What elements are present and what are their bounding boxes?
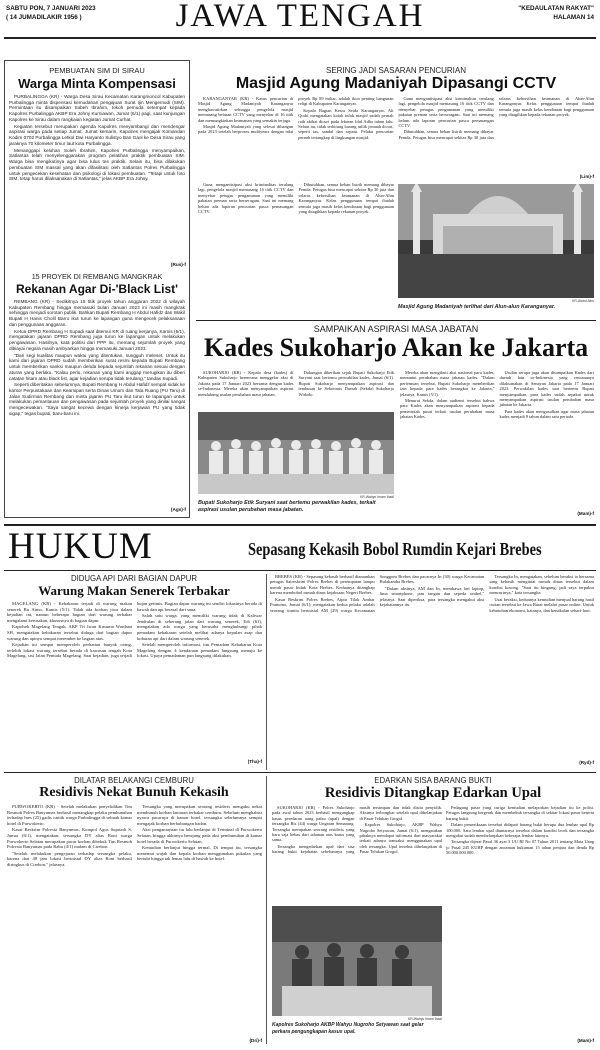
residivis1-end-code: (Dri)-f xyxy=(249,1038,262,1043)
cctv-paragraph: Kepala Bagian Kesra Setda Karanganyar, Ali Qodri mengatakan kotak infak masjid sudah pernah raib akibat dicuri pada lebaran Idul Adha tahun lalu. Selain itu, tidak terhitung barang milik jemaah dicuri, seperti tas, sandal dan sepatu. Pelaku pencurian pernah tertangkap di lingkungan masjid. xyxy=(298,107,394,140)
date-line: SABTU PON, 7 JANUARI 2023 xyxy=(6,5,96,12)
cctv-paragraph: Masjid Agung Madaniyah yang selesai dibangun pada 2023 setelah berproses multiyears dengan nilai proyek Rp 89 miliar, adalah ikon penting bangunan religi di Kabupaten Karanganyar. xyxy=(198,96,394,135)
kades-kicker: SAMPAIKAN ASPIRASI MASA JABATAN xyxy=(313,324,479,334)
residivis1-article-body xyxy=(7,804,262,1038)
cctv-kicker: SERING JADI SASARAN PENCURIAN xyxy=(325,66,467,75)
warung-end-code: (Tha)-f xyxy=(247,759,262,764)
residivis1-paragraph: PURWOKERTO (KR) - Setelah melakukan penyelidikan Tim Resmob Polres Banyumas berhasil menangkap pelaku pembunuhan terhadap Ines (25) gadis cantik warga Purbalingga di sebuah kamar hotel di Purwokerto. xyxy=(7,804,132,826)
kades-photo-caption: Bupati Sukoharjo Etik Suryani saat bertemu perwakilan kades, terkait aspirasi usulan perubahan masa jabatan. xyxy=(198,500,376,514)
cctv-end-code: (Lim)-f xyxy=(579,174,594,179)
warung-paragraph: MAGELANG (KR) - Kebakaran terjadi di warung makan senerek Bu Atmo, Kamis (5/1). Tidak ada korban jiwa dalam kejadian ini, namun beberapa bagian dari warung terbakar mengalami kerusakan, khususnya di bagian dapur. xyxy=(7,601,132,623)
residivis1-headline: Residivis Nekat Bunuh Kekasih xyxy=(39,785,229,800)
kades-article-body-right xyxy=(400,370,594,510)
rumdin-article-body xyxy=(270,574,594,762)
warung-article-body xyxy=(7,601,262,759)
kades-article-body-left xyxy=(198,370,394,410)
hijri-line: ( 14 JUMADILAKIR 1956 ) xyxy=(6,13,82,21)
residivis1-paragraph: Aksi penganiayaan itu lalu berlanjut di Terminal di Purwokerto Selatan, hingga akhirnya berujung pada aksi pembunuhan di kamar hotel berada di Purwokerto Selatan. xyxy=(137,827,262,844)
sim-article-body xyxy=(9,94,185,262)
cctv-paragraph: Dibutuhkan, semua beban listrik memang dibayar Pemda. Petugas bisa mencapai sekitar Rp 30 juta dan selaras kebersihan keamanan di Alun-Alun Karanganyar. Kelas penggunaan tempat ibadah semula juga masih kelas kendaraan bagi penggunaan yang ditagihkan kepada rekanan proyek. xyxy=(298,182,394,214)
sim-headline: Warga Minta Kompensasi xyxy=(18,76,176,91)
sim-kicker: PEMBUATAN SIM DI SIRAU xyxy=(49,66,145,75)
kades-photo xyxy=(198,412,394,494)
sim-paragraph: Kegiatan tersebut merupakan agenda Kapolres menyambangi dan mendengar aspirasi warga pada setiap Jumat. Jumat kemarin, Kapolres mengajak Komandan Kodim 0702 Purbalingga Letkol Dwi Haryanto Sulistyo Ban Gaol ke Desa Sirau yang jaraknya 70 kilometer timur laut kota Purbalingga. xyxy=(9,123,185,146)
upal-paragraph: Dalam pemeriksaan tersebut didapati barang bukti berupa dua lembar upal Rp 100.000. Satu lembar upal diuntarnya tersebut dalam kondisi lecek dan tersangka mengakui sudah membelanjakan beberapa lembar lainnya. xyxy=(446,822,594,838)
hukum-under-rule xyxy=(4,570,596,571)
rumdin-headline: Sepasang Kekasih Bobol Rumdin Kejari Brebes xyxy=(248,539,542,559)
cctv-paragraph: Guna mengantisipasi aksi kriminalitas terulang lagi, pengelola masjid memasang 16 titik CCTV dan menyebar petugas pengamanan yang memiliki pakaian preman serta berseragam. Saat ini memang belum ada laporan pencurian pasca pemasangan CCTV. xyxy=(198,182,294,214)
rumdin-paragraph: BREBES (KR) - Sepasang kekasih berhasil diamankan petugas Satreskrim Polres Brebes di perempatan lampu merah pasar Induk Kota Brebes. Keduanya ditangkap karena membobol rumah dinas kejaksaan Negeri Brebes. xyxy=(270,574,375,596)
kades-photo-credit: KR-Wahyu Imam Ibadi xyxy=(360,495,394,499)
upal-paragraph: Tersangka mengedarkan upal dari sisa barang bukti kejahatan sebelumnya yang masih tersimpan dan tidak disita penyidik. Aksinya terbongkar setelah upal dibelanjakan di Pasar Telukan Grogol. xyxy=(272,805,442,854)
masjid-photo-caption: Masjid Agung Madaniyah terlihat dari Alun-alun Karanganyar. xyxy=(398,304,556,310)
kades-paragraph: Para kades akan mengusulkan agar masa jabatan kades menjadi 9 tahun dalam satu periode. xyxy=(499,408,594,419)
upal-paragraph: SUKOHARJO (KR) - Polres Sukoharjo pada awal tahun 2023 berhasil mengungkap kasus peredaran uang palsu (upal) dengan tersangka Ris (44) warga Ungaran Semarang. Tersangka merupakan seorang residivis yang baru saja bebas dari tahanan atas kasus yang sama. xyxy=(272,805,355,843)
rembang-paragraph: "Dari segi kualitas maupun waktu yang ditentukan, sungguh meleset. Untuk itu kami dari jajaran DPRD sudah memberikan surat resmi kepada Bupati Rembang untuk memberikan sanksi maupun denda kepada sejumlah rekanan sesuai dengan aturan yang berlaku. "Kalau perlu, rekanan yang kami anggap merugikan itu diberi catatan hitam atau black list, agar kejadian serupa tidak terulang," tandas Supadi. xyxy=(9,352,185,381)
masjid-photo-credit: KR-Abdul Alim xyxy=(572,299,594,303)
residivis1-kicker: DILATAR BELAKANGI CEMBURU xyxy=(74,776,194,785)
rembang-paragraph: Seperti diberitakan sebelumnya, Bupati Rembang H Abdul Hafidz sempat sidak ke kantor Perpustakaan dan Kearsipan serta Dinas Umum dan Tata Ruang (PU Taru) di Jalan Sudirman Rembang dan minta jajaran PU Taru ikut turun ke lapangan untuk melakukan pemantauan dan pengawasan pada sejumlah proyek yang dinilai sangat mengecewakan. "Saya sangat kecewa dengan kinerja kerjawan PU yang tidak sigap," tegas bupati, baru-baru ini. xyxy=(9,382,185,416)
upal-photo-credit: KR-Wahyu Imam Ibadi xyxy=(408,1017,442,1021)
sim-end-code: (Rus)-f xyxy=(170,262,186,267)
warung-kicker: DIDUGA API DARI BAGIAN DAPUR xyxy=(70,574,198,583)
kades-top-rule xyxy=(196,320,596,321)
warung-headline: Warung Makan Senerek Terbakar xyxy=(38,583,230,598)
kades-paragraph: Menurut Sekda, dalam audiensi tersebut bahwa para Kades akan menyampaikan aspirasi kepada pemerintah pusat terkait usulan perubahan masa jabatan Kades. xyxy=(400,397,495,419)
police-press-image xyxy=(272,906,442,1016)
lower-rule xyxy=(4,772,596,773)
cctv-body-lower xyxy=(198,182,394,302)
rembang-article-body xyxy=(9,299,185,507)
upal-photo-caption: Kapolres Sukoharjo AKBP Wahyu Nugroho Setyawan saat gelar perkara pengungkapan kasus upal. xyxy=(272,1022,424,1035)
mosque-image xyxy=(398,184,594,298)
cctv-headline: Masjid Agung Madaniyah Dipasangi CCTV xyxy=(235,75,557,92)
upal-photo xyxy=(272,906,442,1016)
masthead-right xyxy=(470,5,594,22)
page-number: HALAMAN 14 xyxy=(553,13,594,21)
rembang-paragraph: REMBANG (KR) - Sedikitnya 15 titik proyek tahun anggaran 2022 di wilayah Kabupaten Rembang hingga memasuki bulan Januari 2023 ini masih mangkrak sehingga menjadi sorotan publik. Bahkan Bupati Rembang H Abdul Hafidz dan Wakil Bupati H Hanis Cholil Barro ikut turun ke lapangan guna mengecek pelaksanaan dan penggunaan anggaran. xyxy=(9,299,185,327)
upal-kicker: EDARKAN SISA BARANG BUKTI xyxy=(374,776,492,785)
column-divider xyxy=(266,776,267,1044)
rembang-kicker: 15 PROYEK DI REMBANG MANGKRAK xyxy=(31,272,163,281)
residivis1-paragraph: Kasat Reskrim Polresta Banyumas, Kompol Agus Supriadi S, Jumat (6/1), mengatakan, tersangka DY alias Roni warga Purwokerto Selatan merupakan pacar korban dibekuk Tim Resmob Polresta Banyumas pada Rabu (4/1) malam di Cirebon. xyxy=(7,827,132,850)
cctv-paragraph: Dibutuhkan, semua beban listrik memang dibayar Pemda. Petugas bisa mencapai sekitar Rp 30 juta dan selaras kebersihan keamanan di Alun-Alun Karanganyar. Kelas penggunaan tempat ibadah semula juga masih kelas kendaraan bagi penggunaan yang ditagihkan kepada rekanan proyek. xyxy=(398,96,594,140)
warung-paragraph: Salah satu warga, yang memiliki warung tidak di Kaliwar Jendralan di seberang jalan dari warung senerek, Edi (61), mengatakan ada warga yang berusaha menghubungi pihak pemadam kebakaran setelah melihat adanya kepulan asap dan kobaran api dari dalam warung senerek. xyxy=(137,613,262,641)
upal-paragraph: Pedagang pasar yang curiga kemudian melaporkan kejadian itu ke polisi. Petugas langsung bergerak dan membekuk tersangka di sekitar lokasi pasar beserta barang bukti. xyxy=(446,805,594,821)
cctv-paragraph: Guna mengantisipasi aksi kriminalitas terulang lagi, pengelola masjid memasang 16 titik CCTV dan menyebar petugas pengamanan yang memiliki pakaian preman serta berseragam. Saat ini memang belum ada laporan pencurian pasca pemasangan CCTV. xyxy=(398,96,494,128)
rembang-paragraph: Ketua DPRD Rembang H Supadi saat ditemui KR di ruang kerjanya, Kamis (5/1), mengatakan jajaran DPRD Rembang juga turun ke lapangan untuk melakukan pengawasan. Hasilnya, kata politisi dari PPP itu, memang sejumlah proyek yang dibiayai negara masih ambyarkan hingga memasuki Januari 2023. xyxy=(9,328,185,351)
kades-headline: Kades Sukoharjo Akan ke Jakarta xyxy=(203,333,589,362)
upal-headline: Residivis Ditangkap Edarkan Upal xyxy=(324,785,542,801)
upal-article-body-right xyxy=(446,805,594,1037)
hukum-section-label: HUKUM xyxy=(8,526,153,567)
rumdin-end-code: (Ryd)-f xyxy=(579,760,594,765)
residivis1-paragraph: "Setelah melakukan pengejaran terhadap tersangka pelaku, karena dari 48 jam lokasi berinisial DY alias Roni berhasil diringkus di Cirebon," jelasnya. xyxy=(7,850,132,867)
sim-paragraph: Menanggapi keluhan Soleh Ibrahim, Kapolres Purbalingga menyampaikan, Satlantas telah menyelenggarakan program pelatihan praktik pembuatan SIM. Warga bisa mengikutinya agar bisa lulus tes praktik. Selain itu, bisa dilakukan pembuatan SIM massal yang akan difasilitasi oleh Satlantas Polres Purbalingga untuk pengecekan kesehatan dan psikologi di lokasi pembuatan. "Tetapi untuk foto SIM, tetap harus dilaksanakan di Satlantas," jelas AKBP Era Johny. xyxy=(9,147,185,182)
upal-paragraph: Kapolres Sukoharjo, AKBP Wahyu Nugroho Setyawan, Jumat (6/1), mengatakan pihaknya mendapat informasi dari masyarakat terkait adanya transaksi menggunakan upal oleh tersangka. Upal tersebut dibelanjakan di Pasar Telukan Grogol. xyxy=(359,822,442,854)
sim-paragraph: PURBALINGGA (KR) - Warga Desa Sirau Kecamatan Karangmoncol Kabupaten Purbalingga minta dispensasi kemudahan pengajuan Surat Ijin Mengemudi (SIM). Permintaan itu disampaikan Sobeh Ibrahim, tokoh pemuda setempat kepada Kapolres Purbalingga AKBP Era Johny Kurniawan, Jumat (6/1) pagi, saat kunjungan Kapolres ke Sirau dalam rangkaian kegiatan Jumat Curhat. xyxy=(9,94,185,122)
warung-paragraph: Kapolsek Magelang Tengah, AKP Tri Iwan Kusuma Wardana SH, mengatakan kebakaran tersebut diduga dari bagian dapur warung dan apinya sempat merembet ke bagian atas. xyxy=(7,624,132,641)
masthead-date xyxy=(6,5,146,22)
kades-paragraph: SUKOHARJO (KR) - Kepala desa (kades) di Kabupaten Sukoharjo berencana menggelar aksi di Jakarta pada 17 Januari 2023 bersama dengan kades se-Indonesia. Mereka akan menyampaikan aspirasi mendukung usulan perubahan masa jabatan. xyxy=(198,370,294,397)
column-divider xyxy=(266,574,267,770)
rumdin-paragraph: "Dalam aksinya, AM dan In, membawa lari laptop, lima smartphone, jam tangan dan sepeda onthel," jelasnya. Saat diperiksa, para tersangka mengakui aksi kejahatannya itu. xyxy=(379,585,485,608)
kades-paragraph: Mereka akan mengikuti aksi nasional para kades, menuntut perubahan masa jabatan kades. "Dalam pertemuan tersebut, Bupati Sukoharjo memberikan izin kepada para kades berangkat ke Jakarta," jelasnya, Kamis (5/1). xyxy=(400,370,495,397)
warung-paragraph: Setelah memperoleh informasi, tim Pemadam Kebakaran Kota Magelang dengan 4 kendaraan pemadam langsung menuju ke lokasi. Upaya pemadaman pun langsung dilakukan. xyxy=(137,642,262,659)
paper-name: "KEDAULATAN RAKYAT" xyxy=(518,5,594,12)
warung-paragraph: Kejadian ini sempat memperoleh perhatian banyak orang, terlebih lokasi warung tersebut berada di kawasan tengah Kota Magelang, sisi Jalan Pemuda Magelang. Saat kejadian, juga terjadi hujan gerimis. Bagian dapur warung ini sendiri lokasinya berada di bawah dan api berasal dari sana. xyxy=(7,601,262,659)
kades-group-image xyxy=(198,412,394,494)
upal-end-code: (Mam)-f xyxy=(577,1038,594,1043)
residivis1-paragraph: Tersangka yang merupakan seorang residivis mengaku nekat membunuh korban lantaran terbakar cemburu. Sebelum menghabisi nyawa pacarnya di kamar hotel, tersangka sebelumnya sempat mengajak korban berhubungan badan. xyxy=(137,804,262,826)
rumdin-paragraph: Kasat Reskrim Polres Brebes, Aiptu Tilok Ambar Pramono, Jumat (6/1), mengatakan kedua pelaku adalah seorang wanita berinisial AM (29) warga Kecamatan Songgom Brebes dan pacarnya In (30) warga Kecamatan Bulakamba Brebes. xyxy=(270,574,485,613)
rumdin-paragraph: Tersangka In, mengatakan, sebelum beraksi ia bersama sang kekasih mengintai rumah dinas tersebut dalam kondisi kosong. "Saat itu bingung, jadi saya terpaksa mencurinya," kata tersangka. xyxy=(489,574,594,596)
upal-paragraph: Tersangka dijerat Pasal 36 ayat 3 UU RI No 07 Tahun 2011 tentang Mata Uang jo Pasal 245 KUHP dengan ancaman hukuman 15 tahun penjara dan denda Rp 50.000.000.000. xyxy=(446,839,594,855)
masthead-rule xyxy=(4,37,596,39)
upal-article-body-left xyxy=(272,805,442,905)
kades-paragraph: Dukungan diberikan sejak Bupati Sukoharjo Etik Suryani saat bertemu perwakilan kades, Jumat (6/1). Bupati Sukoharjo menyampaikan aspirasi dan tembusan ke Sekretaris Daerah (Sekda) Sukoharjo Widodo. xyxy=(298,370,394,397)
section-title: JAWA TENGAH xyxy=(175,0,425,34)
residivis1-paragraph: Kemudian berlanjut hingga termal. Di tempat itu, tersangka menemui wajah dan kepala korban menggunakan pukulan yang bertubi hingga tak lemas lalu di bawah ke hotel. xyxy=(137,845,262,862)
cctv-paragraph: KARANGANYAR (KR) - Kasus pencurian di Masjid Agung Madaniyah Karanganyar menghawatirkan sehingga pengelola masjid memasang belasan CCTV yang menyebar di 16 titik dan memungkinkan keamanan yang semakin terjaga. xyxy=(198,96,294,123)
kades-end-code: (Mam)-f xyxy=(577,511,594,516)
cctv-article-body xyxy=(198,96,594,182)
kades-paragraph: Usulan serupa juga akan disampaikan Kades dari daerah lain se-Indonesia yang rencananya dilaksanakan di Senayan Jakarta pada 17 Januari 2023. Perwakilan kades saat bertemu Bupati menyampaikan, para kades sudah sepakat untuk menyampaikan aspirasi usulan perubahan masa jabatan ke Jakarta. xyxy=(499,370,594,408)
masjid-photo xyxy=(398,184,594,298)
rembang-end-code: (Ags)-f xyxy=(170,507,186,512)
rembang-headline: Rekanan Agar Di-'Black List' xyxy=(16,282,178,296)
rumdin-paragraph: Usai beraksi, keduanya kemudian menjual barang hasil curian tersebut ke Jawa Barat melalui pasar online. Untuk kebutuhan ekonomi, katanya, dan kenakalan sehari-hari. xyxy=(489,596,594,613)
